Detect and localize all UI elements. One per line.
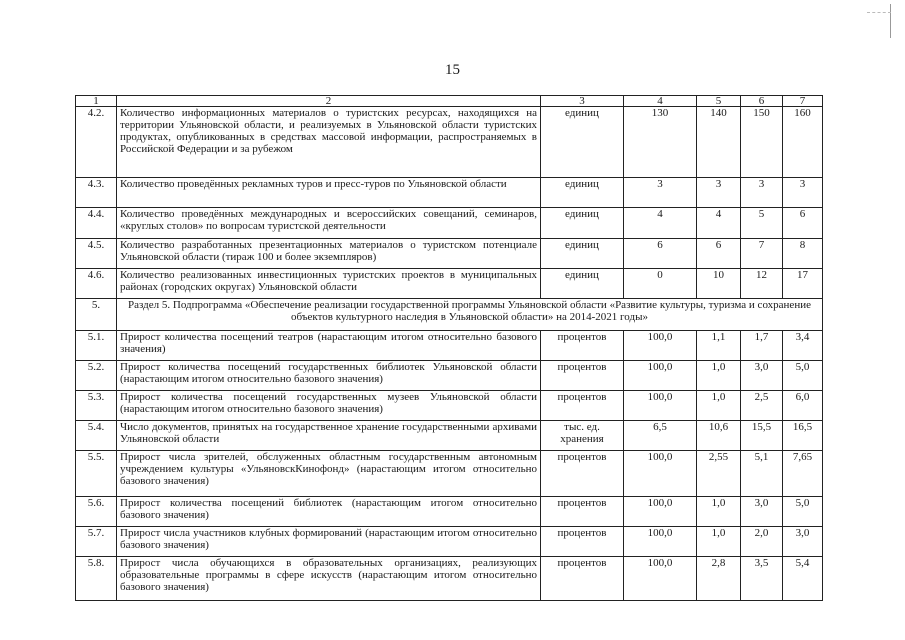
value-cell: 6 (783, 208, 823, 239)
value-cell: 3,0 (741, 361, 783, 391)
unit-cell: единиц (541, 107, 624, 178)
row-number: 5.6. (76, 497, 117, 527)
row-number: 5.4. (76, 421, 117, 451)
indicator-name: Прирост количества посещений государственных музеев Ульяновской области (нарастающим итогом относительно базового значения) (117, 391, 541, 421)
indicator-name: Прирост числа зрителей, обслуженных областным государственным автономным учреждением культуры «УльяновскКинофонд» (нарастающим итогом относительно базового значения) (117, 451, 541, 497)
value-cell: 6,5 (624, 421, 697, 451)
row-number: 5.2. (76, 361, 117, 391)
value-cell: 17 (783, 269, 823, 299)
value-cell: 1,0 (697, 527, 741, 557)
value-cell: 7 (741, 239, 783, 269)
unit-cell: единиц (541, 178, 624, 208)
value-cell: 6 (624, 239, 697, 269)
unit-cell: тыс. ед. хранения (541, 421, 624, 451)
value-cell: 100,0 (624, 361, 697, 391)
unit-cell: единиц (541, 208, 624, 239)
value-cell: 150 (741, 107, 783, 178)
value-cell: 6 (697, 239, 741, 269)
value-cell: 100,0 (624, 527, 697, 557)
unit-cell: единиц (541, 239, 624, 269)
table-row (76, 269, 823, 299)
value-cell: 3 (624, 178, 697, 208)
unit-cell: процентов (541, 557, 624, 601)
value-cell: 15,5 (741, 421, 783, 451)
value-cell: 100,0 (624, 451, 697, 497)
row-number: 5.5. (76, 451, 117, 497)
indicator-name: Количество проведённых рекламных туров и пресс-туров по Ульяновской области (117, 178, 541, 208)
value-cell: 3,0 (783, 527, 823, 557)
indicator-name: Прирост числа участников клубных формирований (нарастающим итогом относительно базового значения) (117, 527, 541, 557)
table-row (76, 557, 823, 601)
value-cell: 5 (741, 208, 783, 239)
indicator-name: Количество реализованных инвестиционных туристских проектов в муниципальных районах (городских округах) Ульяновской области (117, 269, 541, 299)
value-cell: 5,4 (783, 557, 823, 601)
table-row (76, 239, 823, 269)
value-cell: 100,0 (624, 557, 697, 601)
indicator-name: Количество информационных материалов о туристских ресурсах, находящихся на территории Ульяновской области, и реализуемых в Ульяновской области туристских продуктах, опубликованных в средствах массовой информации, распространяемых в Российской Федерации и за рубежом (117, 107, 541, 178)
indicator-name: Количество разработанных презентационных материалов о туристском потенциале Ульяновской области (тираж 100 и более экземпляров) (117, 239, 541, 269)
header-cell: 2 (117, 96, 541, 107)
value-cell: 7,65 (783, 451, 823, 497)
header-cell: 3 (541, 96, 624, 107)
table-row (76, 208, 823, 239)
indicator-name: Прирост числа обучающихся в образовательных организациях, реализующих образовательные программы в сфере искусств (нарастающим итогом относительно базового значения) (117, 557, 541, 601)
value-cell: 3,4 (783, 331, 823, 361)
value-cell: 4 (697, 208, 741, 239)
indicator-name: Количество проведённых международных и всероссийских совещаний, семинаров, «круглых столов» по вопросам туристской деятельности (117, 208, 541, 239)
value-cell: 100,0 (624, 391, 697, 421)
row-number: 5.3. (76, 391, 117, 421)
value-cell: 1,0 (697, 361, 741, 391)
unit-cell: процентов (541, 451, 624, 497)
unit-cell: единиц (541, 269, 624, 299)
table-row (76, 178, 823, 208)
value-cell: 3 (783, 178, 823, 208)
row-number: 5.7. (76, 527, 117, 557)
value-cell: 5,0 (783, 497, 823, 527)
value-cell: 100,0 (624, 497, 697, 527)
value-cell: 0 (624, 269, 697, 299)
table-row (76, 527, 823, 557)
header-cell: 5 (697, 96, 741, 107)
value-cell: 10,6 (697, 421, 741, 451)
table-row (76, 421, 823, 451)
value-cell: 16,5 (783, 421, 823, 451)
value-cell: 1,7 (741, 331, 783, 361)
row-number: 4.5. (76, 239, 117, 269)
header-cell: 4 (624, 96, 697, 107)
value-cell: 2,0 (741, 527, 783, 557)
unit-cell: процентов (541, 391, 624, 421)
table-row (76, 497, 823, 527)
value-cell: 4 (624, 208, 697, 239)
indicator-name: Прирост количества посещений театров (нарастающим итогом относительно базового значения) (117, 331, 541, 361)
row-number: 4.4. (76, 208, 117, 239)
value-cell: 160 (783, 107, 823, 178)
indicator-name: Прирост количества посещений государственных библиотек Ульяновской области (нарастающим итогом относительно базового значения) (117, 361, 541, 391)
row-number: 5.8. (76, 557, 117, 601)
section-number: 5. (76, 299, 117, 331)
value-cell: 3,5 (741, 557, 783, 601)
value-cell: 3 (741, 178, 783, 208)
page-number: 15 (445, 62, 460, 78)
value-cell: 10 (697, 269, 741, 299)
row-number: 4.6. (76, 269, 117, 299)
section-row (76, 299, 823, 331)
table-row (76, 331, 823, 361)
table-row (76, 391, 823, 421)
table-row (76, 451, 823, 497)
value-cell: 5,0 (783, 361, 823, 391)
value-cell: 130 (624, 107, 697, 178)
header-cell: 6 (741, 96, 783, 107)
unit-cell: процентов (541, 527, 624, 557)
value-cell: 3 (697, 178, 741, 208)
table-row (76, 107, 823, 178)
scan-corner-mark (872, 4, 891, 38)
value-cell: 8 (783, 239, 823, 269)
indicator-name: Прирост количества посещений библиотек (нарастающим итогом относительно базового значения) (117, 497, 541, 527)
value-cell: 2,5 (741, 391, 783, 421)
unit-cell: процентов (541, 361, 624, 391)
unit-cell: процентов (541, 331, 624, 361)
table-header-row (76, 96, 823, 107)
row-number: 5.1. (76, 331, 117, 361)
indicators-table (75, 95, 823, 601)
row-number: 4.2. (76, 107, 117, 178)
value-cell: 140 (697, 107, 741, 178)
value-cell: 1,1 (697, 331, 741, 361)
value-cell: 6,0 (783, 391, 823, 421)
header-cell: 7 (783, 96, 823, 107)
section-title: Раздел 5. Подпрограмма «Обеспечение реализации государственной программы Ульяновской области «Развитие культуры, туризма и сохранение объектов культурного наследия в Ульяновской области» на 2014-2021 годы» (117, 299, 823, 331)
value-cell: 12 (741, 269, 783, 299)
table-row (76, 361, 823, 391)
value-cell: 100,0 (624, 331, 697, 361)
value-cell: 1,0 (697, 497, 741, 527)
unit-cell: процентов (541, 497, 624, 527)
header-cell: 1 (76, 96, 117, 107)
value-cell: 5,1 (741, 451, 783, 497)
value-cell: 3,0 (741, 497, 783, 527)
indicator-name: Число документов, принятых на государственное хранение государственными архивами Ульяновской области (117, 421, 541, 451)
row-number: 4.3. (76, 178, 117, 208)
value-cell: 2,8 (697, 557, 741, 601)
value-cell: 1,0 (697, 391, 741, 421)
value-cell: 2,55 (697, 451, 741, 497)
